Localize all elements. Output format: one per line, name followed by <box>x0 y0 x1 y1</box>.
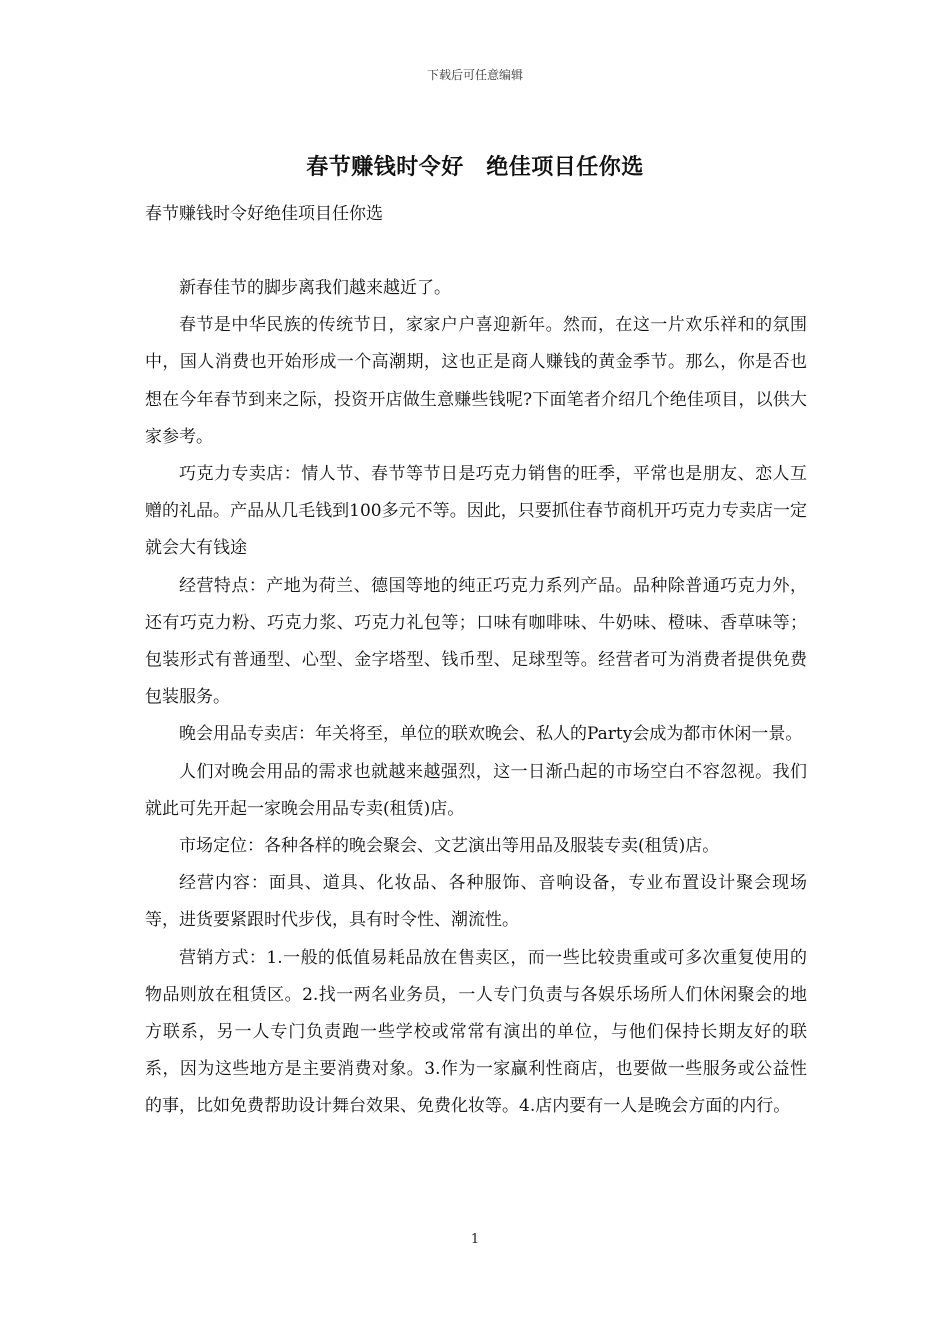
header-note: 下载后可任意编辑 <box>426 68 523 82</box>
paragraph: 新春佳节的脚步离我们越来越近了。 <box>179 278 451 298</box>
paragraph: 春节是中华民族的传统节日，家家户户喜迎新年。然而，在这一片欢乐祥和的氛围中，国人消费也开始形成一个高潮期，这也正是商人赚钱的黄金季节。那么，你是否也想在今年春节到来之际，投资开店做生意赚些钱呢?下面笔者介绍几个绝佳项目，以供大家参考。 <box>145 315 807 447</box>
document-subtitle: 春节赚钱时令好绝佳项目任你选 <box>145 204 383 224</box>
document-title: 春节赚钱时令好 绝佳项目任你选 <box>306 155 644 180</box>
document-body <box>145 270 807 1126</box>
paragraph: 巧克力专卖店：情人节、春节等节日是巧克力销售的旺季，平常也是朋友、恋人互赠的礼品。产品从几毛钱到100多元不等。因此，只要抓住春节商机开巧克力专卖店一定就会大有钱途 <box>145 464 807 559</box>
paragraph: 营销方式：1.一般的低值易耗品放在售卖区，而一些比较贵重或可多次重复使用的物品则放在租赁区。2.找一两名业务员，一人专门负责与各娱乐场所人们休闲聚会的地方联系，另一人专门负责跑一些学校或常常有演出的单位，与他们保持长期友好的联系，因为这些地方是主要消费对象。3.作为一家赢利性商店，也要做一些服务或公益性的事，比如免费帮助设计舞台效果、免费化妆等。4.店内要有一人是晚会方面的内行。 <box>145 947 807 1117</box>
paragraph: 人们对晚会用品的需求也就越来越强烈，这一日渐凸起的市场空白不容忽视。我们就此可先开起一家晚会用品专卖(租赁)店。 <box>145 761 807 819</box>
paragraph: 经营内容：面具、道具、化妆品、各种服饰、音响设备，专业布置设计聚会现场等，进货要紧跟时代步伐，具有时令性、潮流性。 <box>145 873 807 931</box>
paragraph: 晚会用品专卖店：年关将至，单位的联欢晚会、私人的Party会成为都市休闲一景。 <box>179 724 803 745</box>
paragraph: 市场定位：各种各样的晚会聚会、文艺演出等用品及服装专卖(租赁)店。 <box>179 836 720 857</box>
page-number: 1 <box>470 1232 480 1247</box>
paragraph: 经营特点：产地为荷兰、德国等地的纯正巧克力系列产品。品种除普通巧克力外，还有巧克力粉、巧克力浆、巧克力礼包等；口味有咖啡味、牛奶味、橙味、香草味等；包装形式有普通型、心型、金字塔型、钱币型、足球型等。经营者可为消费者提供免费包装服务。 <box>145 575 807 708</box>
